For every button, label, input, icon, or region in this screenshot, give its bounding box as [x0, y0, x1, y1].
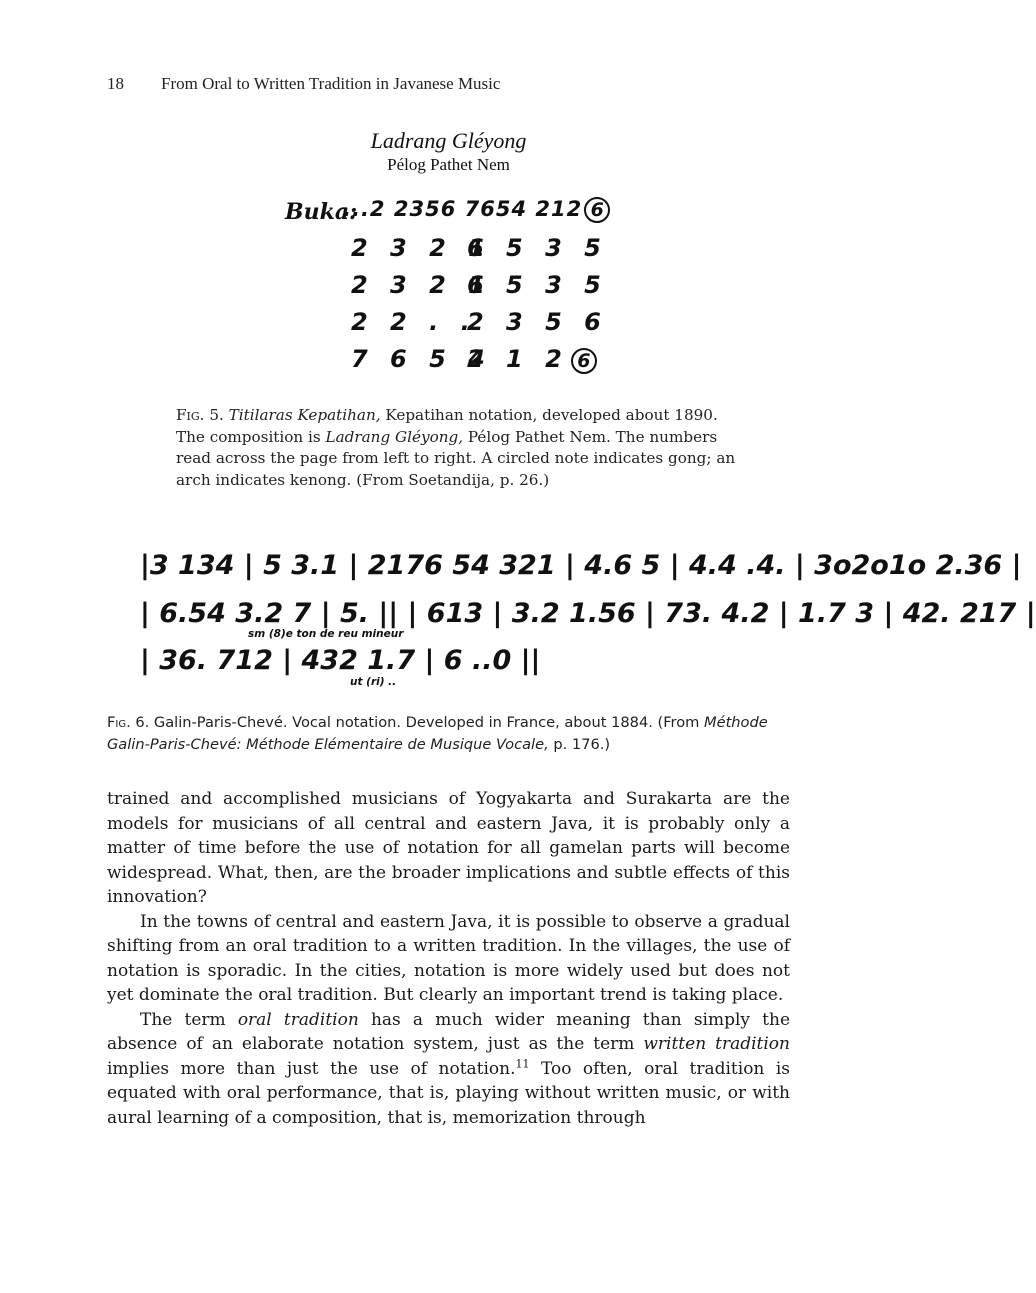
notation-group: 2 3 2 1	[351, 271, 492, 299]
page-number: 18	[107, 74, 124, 93]
figure6-caption: Fig. 6. Galin-Paris-Chevé. Vocal notation. Developed in France, about 1884. (From Méthode Galin-Paris-Chevé: Méthode Elémentaire de Musique Vocale, p. 176.)	[107, 714, 768, 753]
gong-circle: 6	[584, 197, 610, 223]
notation-row	[285, 271, 625, 308]
handwritten-annotation: sm (8)e ton de reu mineur	[248, 628, 404, 640]
notation-group: 6 5 3 5	[467, 271, 608, 299]
footnote-ref[interactable]: 11	[515, 1056, 530, 1070]
figure-label: Fig. 6.	[107, 714, 150, 731]
caption-source: Méthode Galin-Paris-Chevé: Méthode Elémentaire de Musique Vocale,	[107, 714, 768, 753]
kepatihan-notation	[285, 197, 625, 382]
figure5-subtitle: Pélog Pathet Nem	[387, 155, 510, 174]
gong-circle: 6	[571, 348, 597, 374]
running-title: From Oral to Written Tradition in Javanese Music	[161, 74, 501, 93]
notation-row	[285, 308, 625, 345]
cheve-notation-row: | 36. 712 | 432 1.7 | 6 ..0 ||	[140, 645, 541, 676]
notation-group: 7 6 5 4	[351, 345, 492, 373]
paragraph: In the towns of central and eastern Java, it is possible to observe a gradual shifting from an oral tradition to a written tradition. In the villages, the use of notation is sporadic. In the cities, notation is more widely used but does not yet dominate the oral tradition. But clearly an important trend is taking place.	[107, 911, 790, 1005]
figure5-caption: Fig. 5. Titilaras Kepatihan, Kepatihan notation, developed about 1890. The composition is Ladrang Gléyong, Pélog Pathet Nem. The numbers read across the page from left to right. A circled note indicates gong; an arch indicates kenong. (From Soetandija, p. 26.)	[176, 406, 736, 489]
figure5-title: Ladrang Gléyong	[370, 128, 527, 153]
cheve-notation-row: | 6.54 3.2 7 | 5. || | 613 | 3.2 1.56 | 73. 4.2 | 1.7 3 | 42. 217 |	[140, 598, 1036, 629]
buka-label: Buka:	[285, 199, 358, 225]
cheve-notation-row: |3 134 | 5 3.1 | 2176 54 321 | 4.6 5 | 4.4 .4. | 3o2o1o 2.36 |	[140, 550, 1022, 581]
running-head	[107, 74, 500, 94]
caption-piece: Ladrang Gléyong,	[325, 427, 464, 446]
buka-row	[285, 197, 625, 234]
body-text	[107, 787, 790, 1130]
paragraph: trained and accomplished musicians of Yogyakarta and Surakarta are the models for musicians of all central and eastern Java, it is probably only a matter of time before the use of notation for all gamelan parts will become widespread. What, then, are the broader implications and subtle effects of this innovation?	[107, 789, 790, 907]
notation-group: 2 2 . .	[351, 308, 477, 336]
notation-group: 6 5 3 5	[467, 234, 608, 262]
notation-group: 2 3 2 1	[351, 234, 492, 262]
figure-label: Fig. 5.	[176, 406, 224, 424]
notation-row	[285, 234, 625, 271]
notation-row	[285, 345, 625, 382]
paragraph: The term oral tradition has a much wider meaning than simply the absence of an elaborate notation system, just as the term written tradition implies more than just the use of notation.$^{11}$ Too often, oral tradition is equated with oral performance, that is, playing without written music, or with aural learning of a composition, that is, memorization through	[107, 1009, 791, 1128]
handwritten-annotation: ut (ri) ..	[350, 676, 397, 688]
caption-title: Titilaras Kepatihan,	[228, 406, 381, 424]
notation-group: 2 3 5 6	[467, 308, 608, 336]
notation-group: 2 1 2 6	[467, 345, 597, 374]
buka-sequence: ...2 2356 7654 212 6	[343, 197, 610, 223]
